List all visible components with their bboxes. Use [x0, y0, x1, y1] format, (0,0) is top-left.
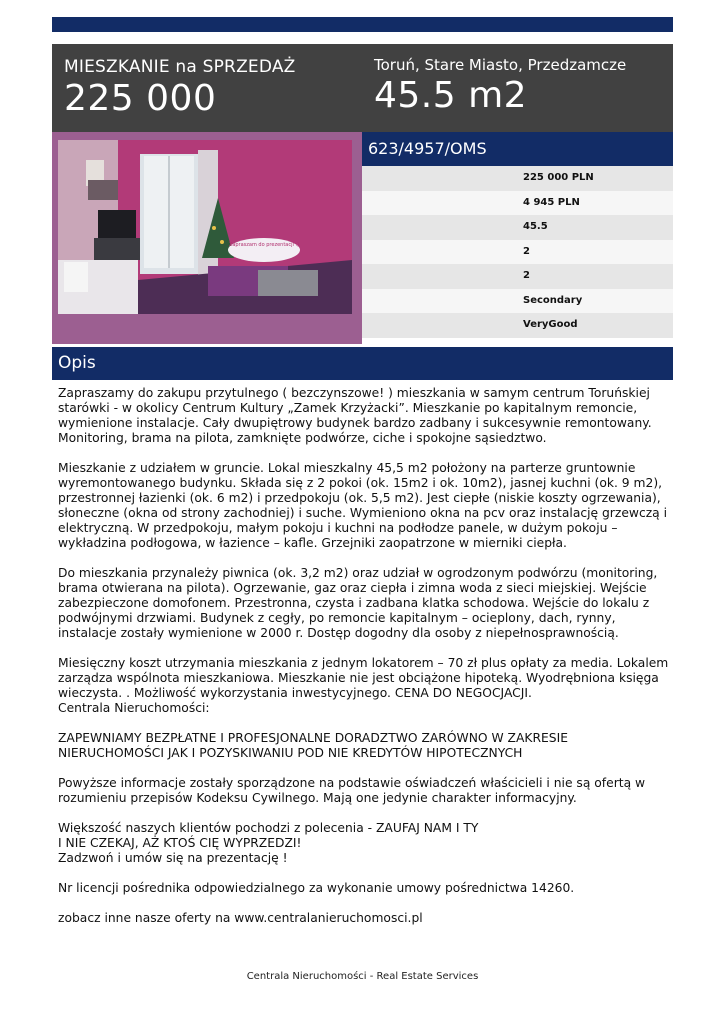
- website-link[interactable]: zobacz inne nasze oferty na www.centralanieruchomosci.pl: [58, 911, 423, 925]
- description-paragraph: Nr licencji pośrednika odpowiedzialnego za wykonanie umowy pośrednictwa 14260.: [58, 881, 575, 895]
- detail-row: [362, 240, 673, 265]
- listing-header: [52, 44, 673, 132]
- description-header: [52, 347, 673, 380]
- description-body: [58, 386, 670, 941]
- description-paragraph: Mieszkanie z udziałem w gruncie. Lokal mieszkalny 45,5 m2 położony na parterze gruntownie wyremontowanego budynku. Składa się z 2 pokoi (ok. 15m2 i ok. 10m2), jasnej kuchni (ok. 9 m2), przestronnej łazienki (ok. 6 m2) i przedpokoju (ok. 5,5 m2). Jest ciepłe (niskie koszty ogrzewania), słoneczne (okna od strony zachodniej) i suche. Wymieniono okna na pcv oraz instalację grzewczą i elektryczną. W przedpokoju, małym pokoju i kuchni na podłodze panele, w dużym pokoju – wykładzina podłogowa, w łazience – kafle. Grzejniki zaopatrzone w mierniki ciepła.: [58, 461, 668, 550]
- detail-row: [362, 191, 673, 216]
- detail-value: VeryGood: [523, 319, 578, 330]
- listing-price: 225 000: [64, 78, 217, 119]
- section-title: Opis: [58, 353, 96, 373]
- photo-frame: [52, 132, 362, 344]
- listing-type: MIESZKANIE na SPRZEDAŻ: [64, 57, 296, 77]
- detail-row: [362, 313, 673, 338]
- listing-location: Toruń, Stare Miasto, Przedzamcze: [374, 56, 627, 74]
- detail-value: 2: [523, 270, 530, 281]
- description-paragraph: Do mieszkania przynależy piwnica (ok. 3,2 m2) oraz udział w ogrodzonym podwórzu (monitoring, brama otwierana na pilota). Ogrzewanie, gaz oraz ciepła i zimna woda z sieci miejskiej. Wejście zabezpieczone domofonem. Przestronna, czysta i zadbana klatka schodowa. Wejście do lokalu z podwójnymi drzwiami. Budynek z cegły, po remoncie kapitalnym – ocieplony, dach, rynny, instalacje zostały wymienione w 2000 r. Dostęp dogodny dla osoby z niepełnosprawnością.: [58, 566, 658, 640]
- reference-number: 623/4957/OMS: [368, 139, 487, 158]
- detail-row: [362, 166, 673, 191]
- description-paragraph: Większość naszych klientów pochodzi z polecenia - ZAUFAJ NAM I TY I NIE CZEKAJ, AŻ KTOŚ CIĘ WYPRZEDZI! Zadzwoń i umów się na prezentację !: [58, 821, 479, 865]
- detail-value: 4 945 PLN: [523, 196, 580, 208]
- photo-sticker-text: Zapraszam do prezentacji :): [228, 242, 300, 248]
- description-paragraph: Powyższe informacje zostały sporządzone na podstawie oświadczeń właścicieli i nie są ofertą w rozumieniu przepisów Kodeksu Cywilnego. Mają one jedynie charakter informacyjny.: [58, 776, 646, 805]
- page-footer: Centrala Nieruchomości - Real Estate Services: [246, 971, 479, 982]
- top-accent-bar: [52, 17, 673, 32]
- living-room-image: [58, 140, 352, 314]
- listing-area: 45.5 m2: [374, 75, 528, 116]
- detail-row: [362, 215, 673, 240]
- description-paragraph: Miesięczny koszt utrzymania mieszkania z jednym lokatorem – 70 zł plus opłaty za media. Lokalem zarządza wspólnota mieszkaniowa. Mieszkanie nie jest obciążone hipoteką. Wyodrębniona księga wieczysta. . Możliwość wykorzystania inwestycyjnego. CENA DO NEGOCJACJI. Centrala Nieruchomości:: [58, 656, 669, 715]
- detail-value: 45.5: [523, 221, 548, 232]
- details-table: [362, 166, 673, 338]
- detail-row: [362, 264, 673, 289]
- reference-bar: [362, 132, 673, 166]
- apartment-photo[interactable]: [58, 140, 352, 314]
- description-paragraph: ZAPEWNIAMY BEZPŁATNE I PROFESJONALNE DORADZTWO ZARÓWNO W ZAKRESIE NIERUCHOMOŚCI JAK I POZYSKIWANIU POD NIE KREDYTÓW HIPOTECZNYCH: [58, 731, 568, 760]
- detail-value: Secondary: [523, 294, 583, 306]
- detail-row: [362, 289, 673, 314]
- description-paragraph: Zapraszamy do zakupu przytulnego ( bezczynszowe! ) mieszkania w samym centrum Toruńskiej starówki - w okolicy Centrum Kultury „Zamek Krzyżacki”. Mieszkanie po kapitalnym remoncie, wymienione instalacje. Cały dwupiętrowy budynek bardzo zadbany i sukcesywnie remontowany. Monitoring, brama na pilota, zamknięte podwórze, ciche i spokojne sąsiedztwo.: [58, 386, 652, 445]
- detail-value: 225 000 PLN: [523, 172, 594, 183]
- detail-value: 2: [523, 245, 530, 257]
